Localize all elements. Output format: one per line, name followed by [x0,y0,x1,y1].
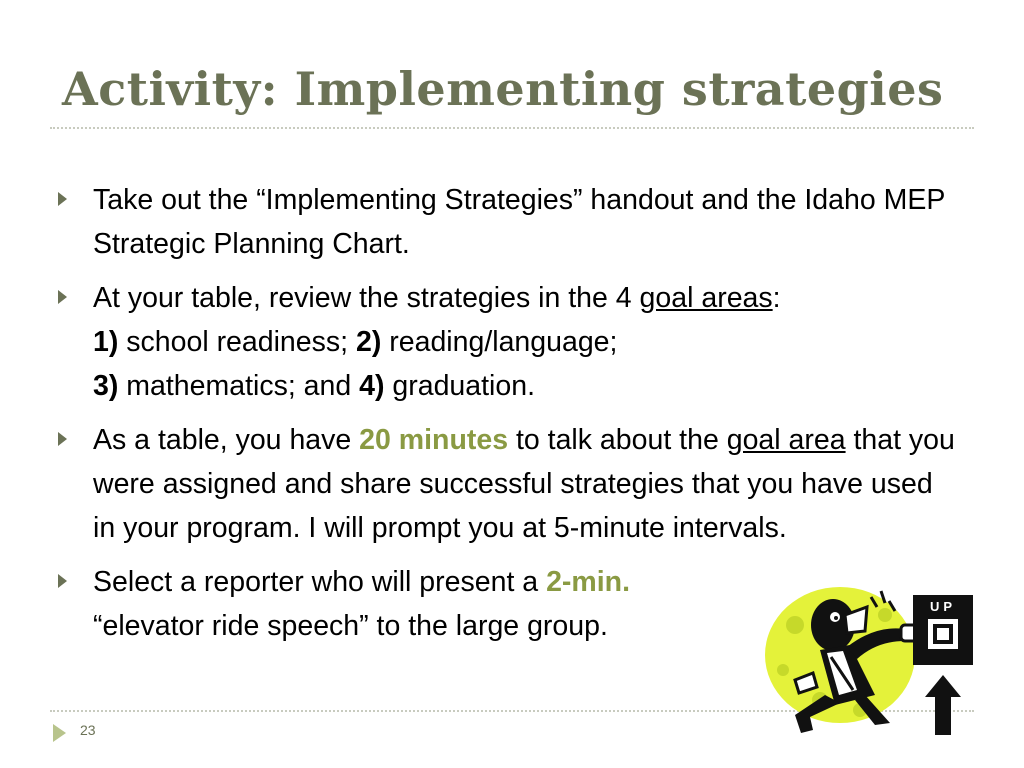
bullet-arrow-icon [58,192,67,206]
item-2-text: reading/language; [381,326,618,358]
elevator-person-clipart-icon [765,585,980,740]
title-divider [50,127,974,129]
bullet-3 [58,418,958,550]
bullet-1-text: Take out the “Implementing Strategies” handout and the Idaho MEP Strategic Planning Chart. [93,184,945,260]
item-1-number: 1) [93,326,119,358]
bullet-2-text: At your table, review the strategies in the 4 [93,282,640,314]
item-3-number: 3) [93,370,119,402]
item-2-number: 2) [355,326,382,358]
goal-area-link: goal area [726,424,846,456]
item-4-number: 4) [359,370,385,402]
bullet-3-text-c: that you were assigned and share successful strategies that you have used in your program. I will prompt you at 5-minute intervals. [93,424,955,544]
bullet-1 [58,178,958,266]
bullet-4-text-a: Select a reporter who will present a [93,566,547,598]
goal-areas-link: goal areas [639,282,773,314]
bullet-arrow-icon [58,574,67,588]
up-sign-text: UP [929,599,957,614]
slide-title: Activity: Implementing strategies [62,62,944,116]
duration-highlight: 2-min. [546,566,630,598]
item-1-text: school readiness; [118,326,356,358]
bullet-2 [58,276,958,408]
bullet-2-colon: : [772,282,781,314]
item-3-text: mathematics; and [118,370,360,402]
page-number: 23 [80,722,96,738]
time-highlight: 20 minutes [359,424,509,456]
footer-arrow-icon [53,724,66,742]
bullet-arrow-icon [58,432,67,446]
bullet-arrow-icon [58,290,67,304]
bullet-3-text-a: As a table, you have [93,424,360,456]
bullet-3-text-b: to talk about the [508,424,727,456]
item-4-text: graduation. [384,370,535,402]
bullet-4-text-b: “elevator ride speech” to the large group. [93,610,608,642]
